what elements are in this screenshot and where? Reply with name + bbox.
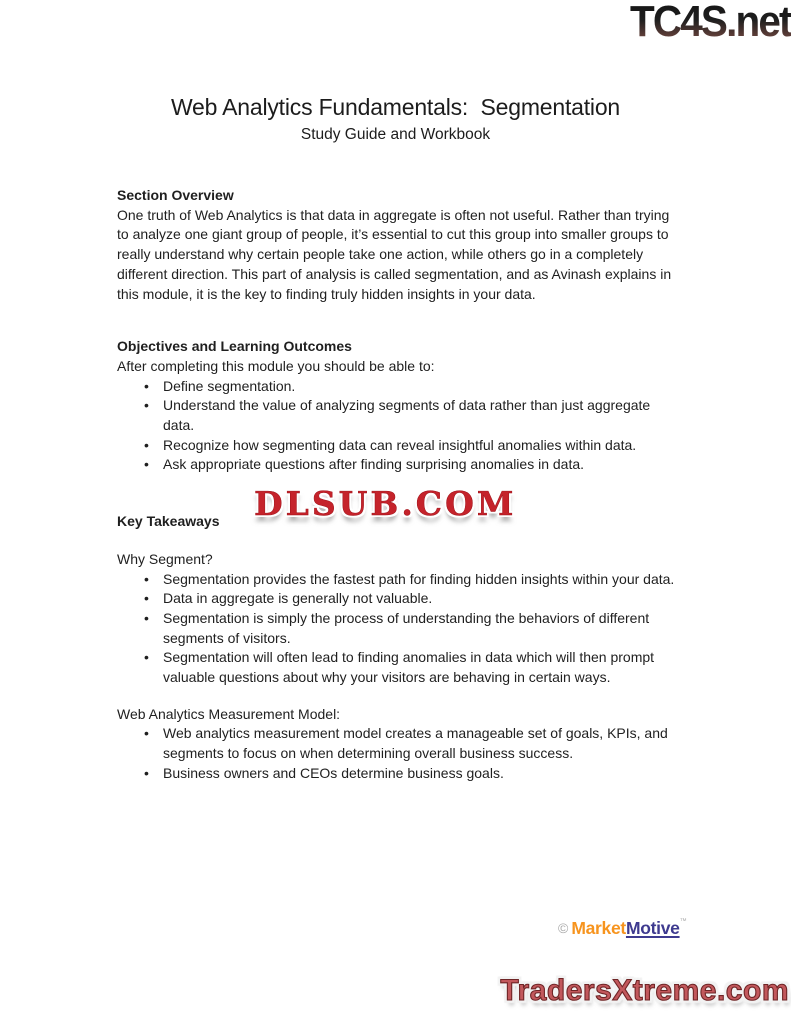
list-item: • Data in aggregate is generally not valuable. — [117, 589, 682, 609]
title-block — [0, 94, 791, 144]
page-subtitle: Study Guide and Workbook — [300, 126, 491, 143]
key-takeaways-heading: Key Takeaways — [117, 513, 220, 530]
list-item: • Segmentation provides the fastest path for finding hidden insights within your data. — [117, 570, 682, 590]
list-item: • Segmentation is simply the process of understanding the behaviors of different segments of visitors. — [117, 609, 682, 648]
why-segment-list — [117, 570, 682, 688]
list-item: • Business owners and CEOs determine business goals. — [117, 764, 682, 784]
objectives-intro: After completing this module you should be able to: — [117, 357, 435, 374]
objectives-heading: Objectives and Learning Outcomes — [117, 338, 352, 355]
dlsub-watermark: DLSUB.COM — [254, 484, 517, 523]
document-body — [117, 186, 682, 784]
list-item: • Define segmentation. — [117, 377, 682, 397]
section-overview-paragraph: One truth of Web Analytics is that data in aggregate is often not useful. Rather than trying to analyze one giant group of people, it’s essential to cut this group into smaller groups to really understand why certain people take one action, while others go in a completely different direction. This part of analysis is called segmentation, and as Avinash explains in this module, it is the key to finding truly hidden insights in your data. — [117, 206, 672, 302]
list-item: • Web analytics measurement model creates a manageable set of goals, KPIs, and segments to focus on when determining overall business success. — [117, 724, 682, 763]
tradersxtreme-watermark: TradersXtreme.com — [500, 974, 789, 1007]
page-title: Web Analytics Fundamentals: Segmentation — [170, 94, 621, 120]
measurement-model-heading: Web Analytics Measurement Model: — [117, 705, 341, 722]
list-item: • Understand the value of analyzing segments of data rather than just aggregate data. — [117, 396, 682, 435]
why-segment-heading: Why Segment? — [117, 550, 213, 567]
trademark-icon: ™ — [679, 918, 687, 925]
marketmotive-logo — [558, 918, 687, 939]
objectives-list — [117, 377, 682, 476]
list-item: • Segmentation will often lead to finding anomalies in data which will then prompt valuable questions about why your visitors are behaving in certain ways. — [117, 648, 682, 687]
tc4s-watermark: TC4S.net — [630, 0, 791, 46]
copyright-icon: © — [558, 920, 569, 936]
list-item: • Recognize how segmenting data can reveal insightful anomalies within data. — [117, 436, 682, 456]
section-overview-heading: Section Overview — [117, 187, 234, 203]
brand-market-text: Market — [571, 918, 626, 938]
measurement-model-list — [117, 724, 682, 783]
brand-motive-text: Motive — [625, 918, 680, 938]
list-item: • Ask appropriate questions after finding surprising anomalies in data. — [117, 455, 682, 475]
